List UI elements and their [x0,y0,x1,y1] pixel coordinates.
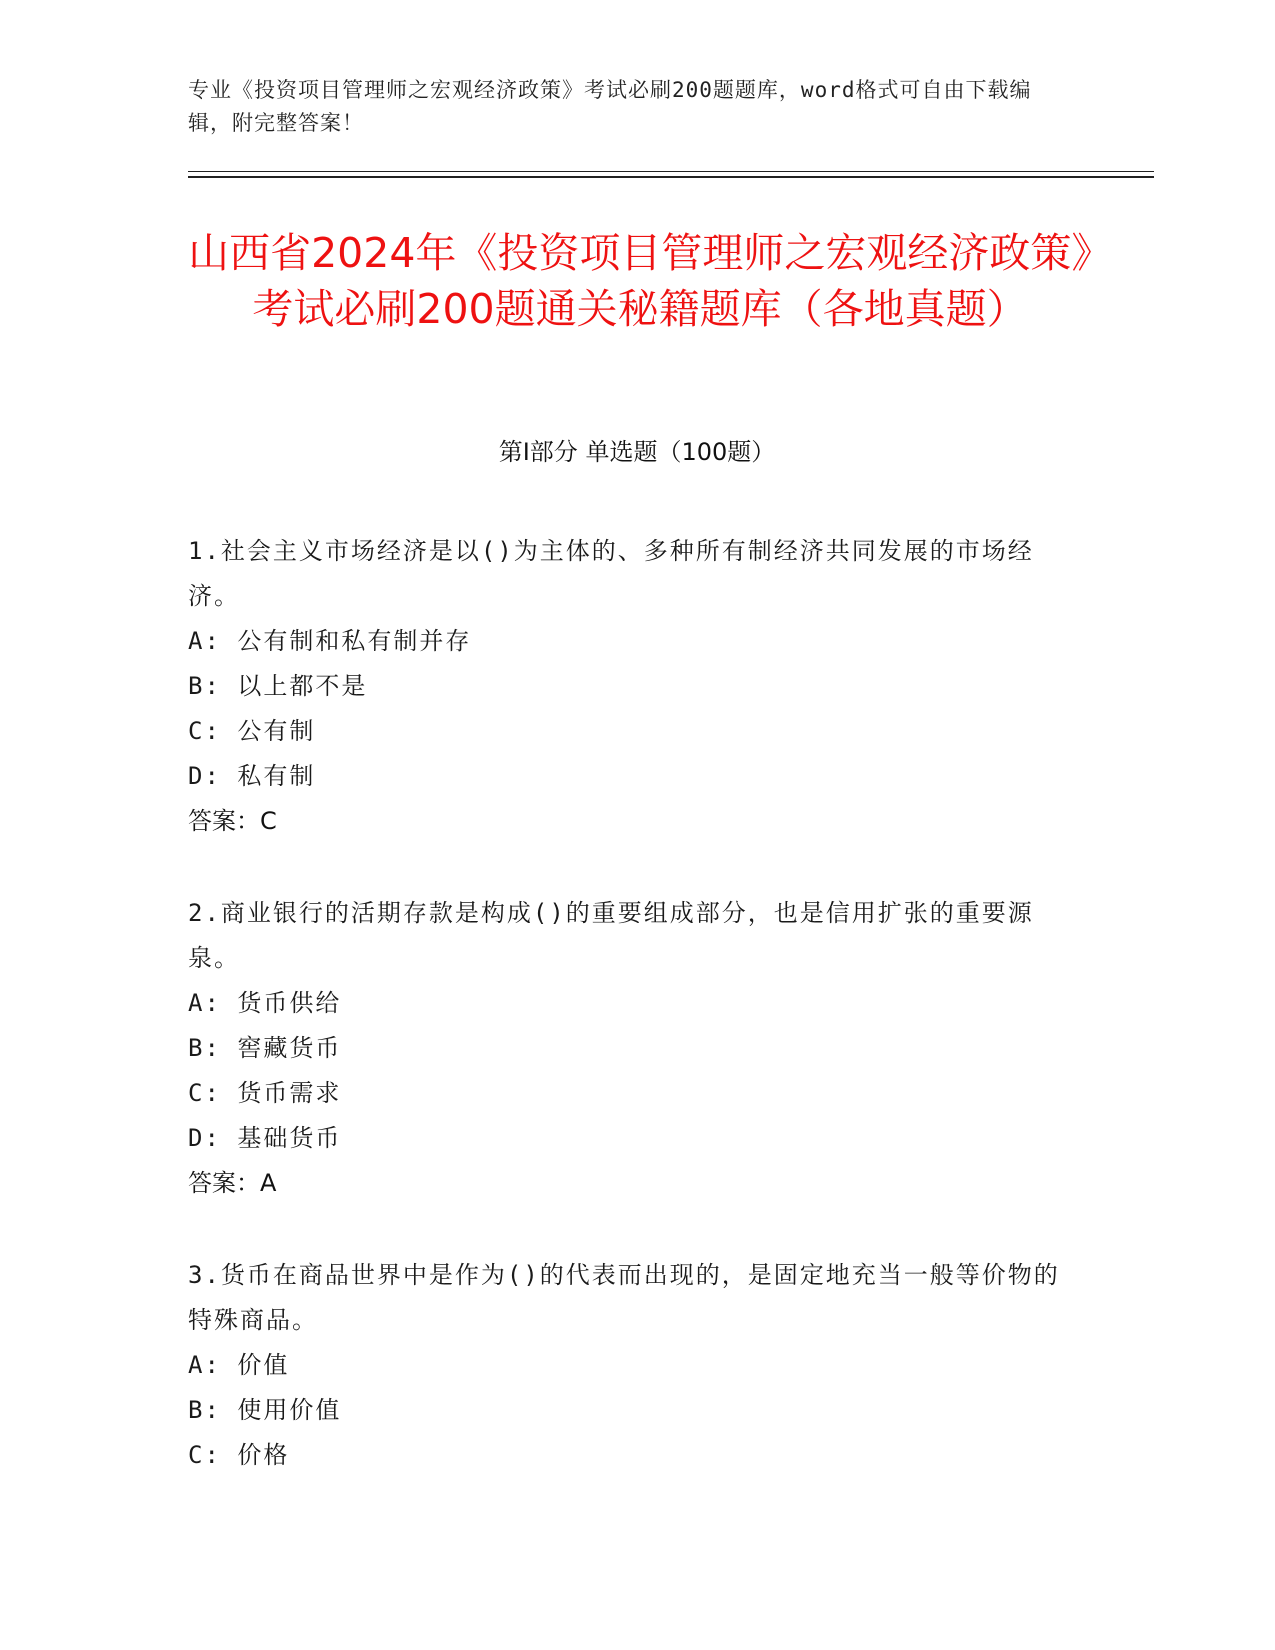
option-d: D: 私有制 [188,762,316,790]
option-a: A: 公有制和私有制并存 [188,627,472,655]
answer: 答案：C [188,807,277,835]
section-heading: 第I部分 单选题（100题） [498,438,776,466]
option-c: C: 公有制 [188,717,316,745]
option-d: D: 基础货币 [188,1124,342,1152]
document-title: 山西省2024年《投资项目管理师之宏观经济政策》考试必刷200题通关秘籍题库（各地真题） [188,229,1092,333]
question-stem: 1.社会主义市场经济是以()为主体的、多种所有制经济共同发展的市场经济。 [188,537,1034,610]
answer: 答案：A [188,1169,277,1197]
question-stem: 2.商业银行的活期存款是构成()的重要组成部分，也是信用扩张的重要源泉。 [188,899,1034,972]
option-b: B: 使用价值 [188,1396,342,1424]
header-divider-thick [188,176,1154,178]
question-list [188,529,1068,1525]
option-a: A: 货币供给 [188,989,342,1017]
question-stem: 3.货币在商品世界中是作为()的代表而出现的，是固定地充当一般等价物的特殊商品。 [188,1261,1060,1334]
option-b: B: 以上都不是 [188,672,368,700]
header-divider-thin [188,171,1154,172]
option-a: A: 价值 [188,1351,290,1379]
header-note: 专业《投资项目管理师之宏观经济政策》考试必刷200题题库，word格式可自由下载编辑，附完整答案！ [188,78,1032,135]
option-c: C: 货币需求 [188,1079,342,1107]
option-b: B: 窖藏货币 [188,1034,342,1062]
question-1 [188,529,1068,844]
question-3 [188,1253,1068,1478]
question-2 [188,891,1068,1206]
option-c: C: 价格 [188,1441,290,1469]
